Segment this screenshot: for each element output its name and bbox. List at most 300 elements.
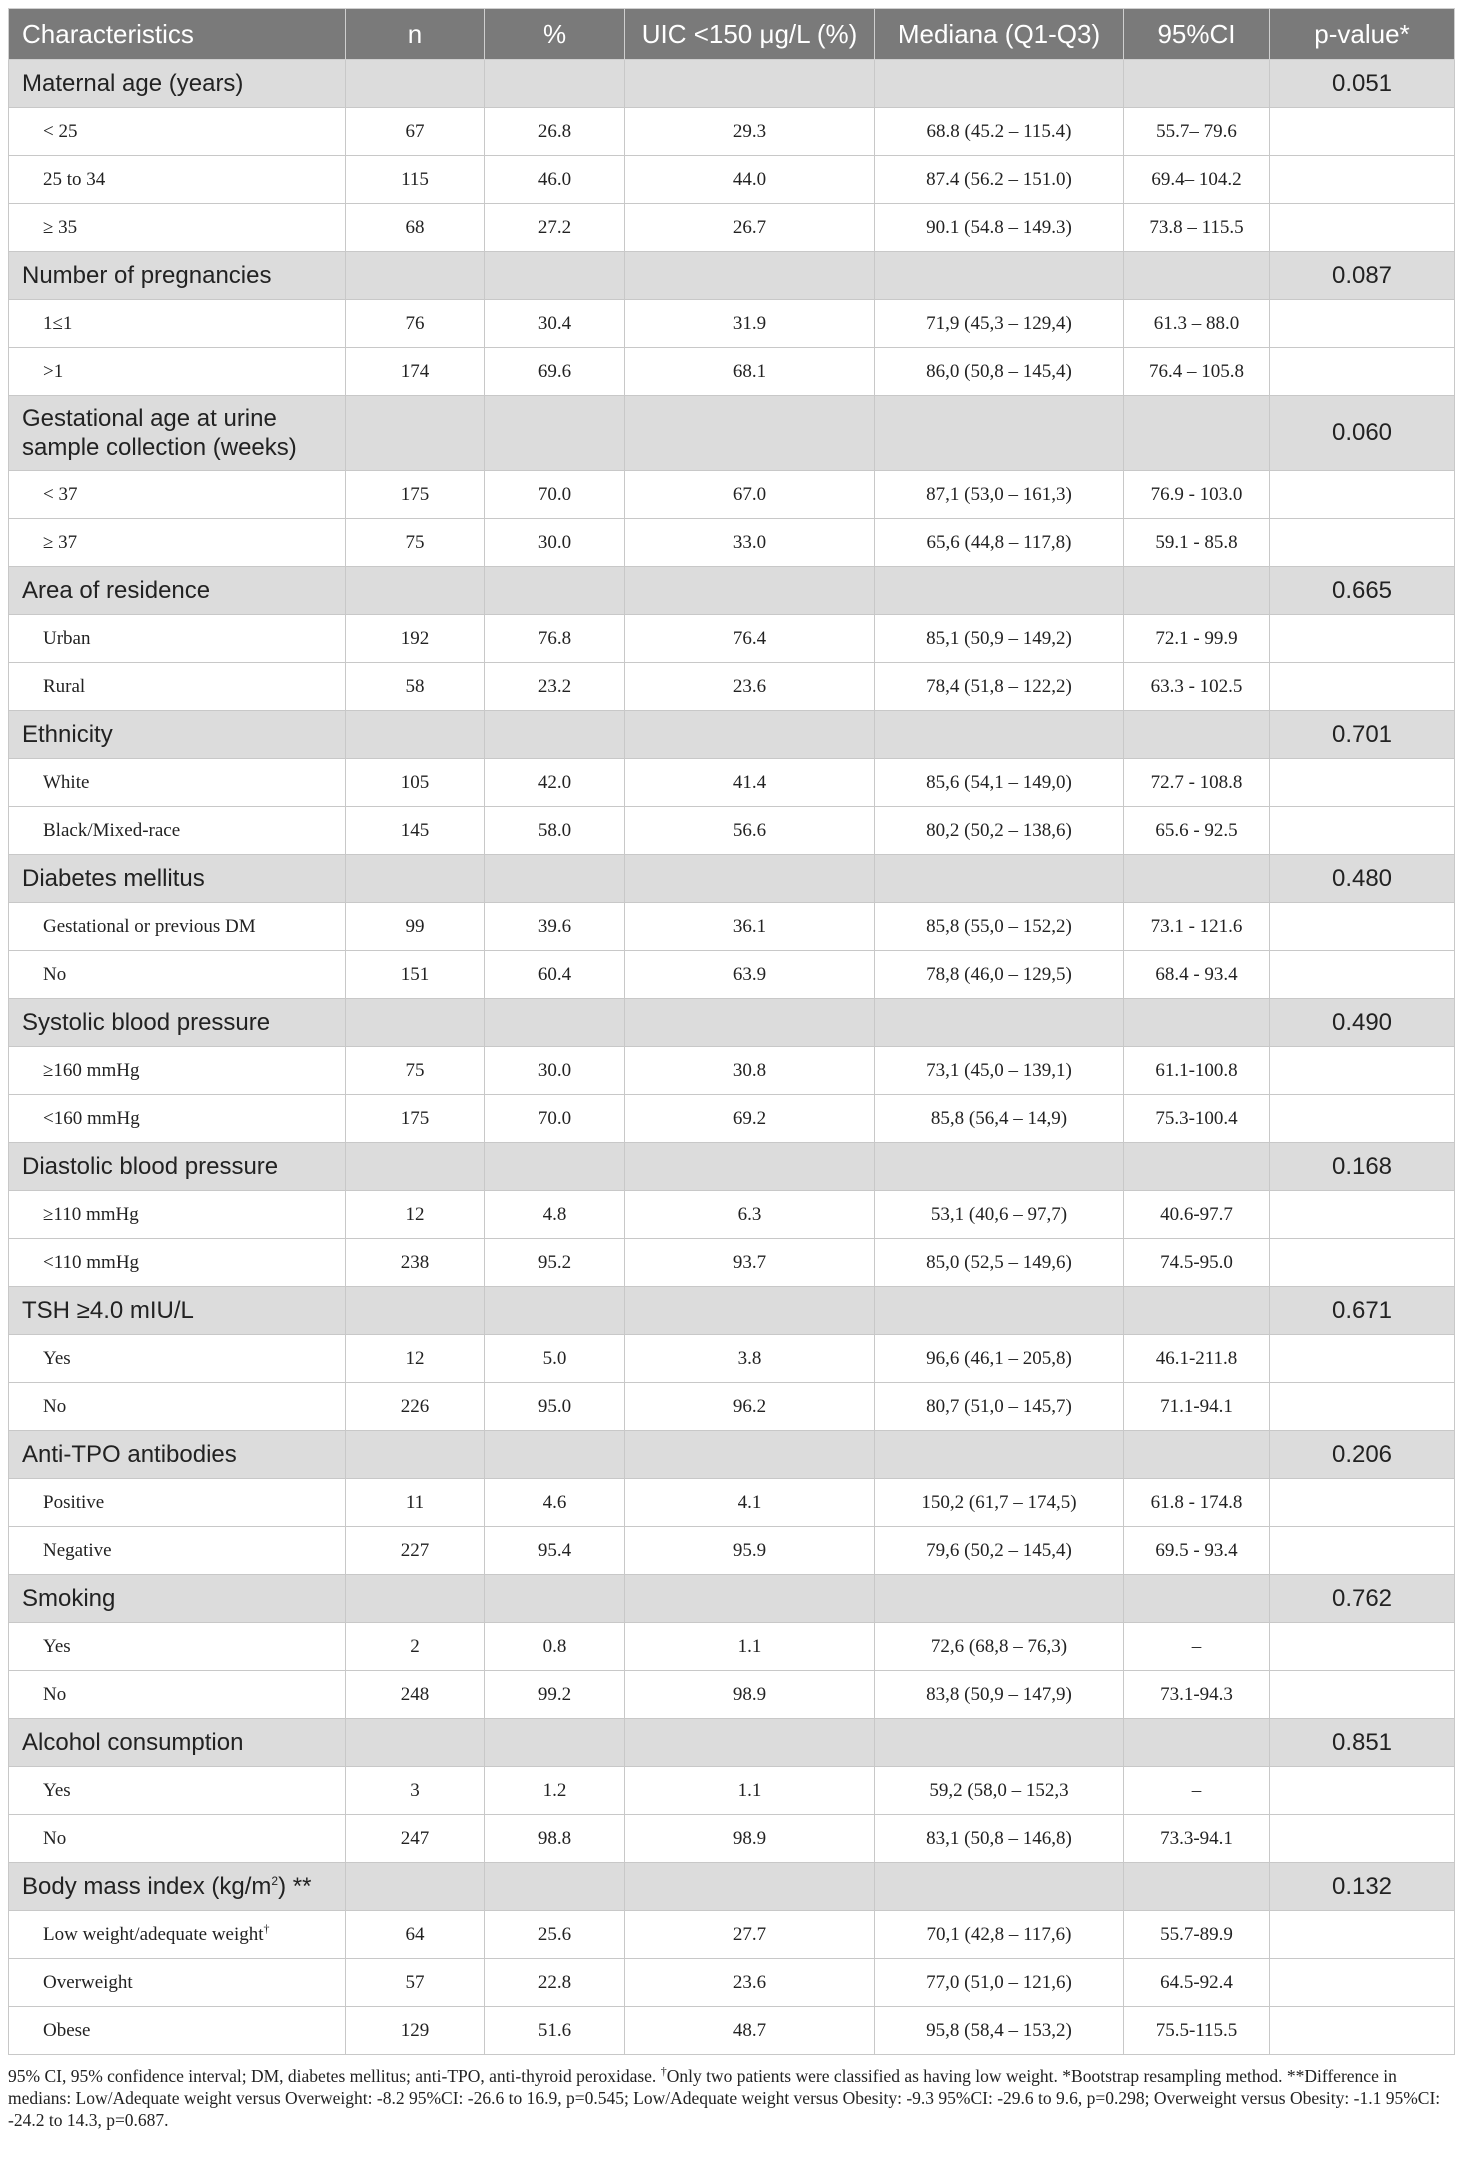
cell-n: 68 [346,204,485,252]
row-label [9,1527,346,1575]
section-row [9,1287,1455,1335]
characteristics-table [8,8,1455,2055]
cell-uic: 56.6 [625,807,875,855]
row-label [9,759,346,807]
empty-cell [485,252,625,300]
cell-uic: 68.1 [625,348,875,396]
cell-median: 83,1 (50,8 – 146,8) [875,1815,1124,1863]
table-row [9,1815,1455,1863]
empty-cell [625,1863,875,1911]
cell-uic: 4.1 [625,1479,875,1527]
empty-cell [346,252,485,300]
header-ci: 95%CI [1124,9,1270,60]
table-row [9,1383,1455,1431]
cell-p-value [1270,1239,1455,1287]
cell-percent: 95.4 [485,1527,625,1575]
row-label [9,1095,346,1143]
cell-n: 175 [346,471,485,519]
empty-cell [625,711,875,759]
section-label-text: Alcohol consumption [22,1729,244,1756]
empty-cell [346,711,485,759]
section-label-text: Gestational age at urine sample collection (weeks) [22,405,297,461]
cell-n: 75 [346,1047,485,1095]
cell-n: 12 [346,1335,485,1383]
table-row [9,1959,1455,2007]
cell-median: 150,2 (61,7 – 174,5) [875,1479,1124,1527]
row-label [9,615,346,663]
cell-n: 58 [346,663,485,711]
section-row [9,60,1455,108]
cell-ci: 69.4– 104.2 [1124,156,1270,204]
cell-uic: 98.9 [625,1815,875,1863]
row-label [9,951,346,999]
cell-percent: 0.8 [485,1623,625,1671]
section-p-value: 0.132 [1270,1863,1455,1911]
cell-n: 226 [346,1383,485,1431]
table-row [9,1095,1455,1143]
empty-cell [346,999,485,1047]
cell-ci: – [1124,1623,1270,1671]
cell-n: 67 [346,108,485,156]
cell-uic: 98.9 [625,1671,875,1719]
section-row [9,1575,1455,1623]
cell-uic: 23.6 [625,1959,875,2007]
cell-percent: 30.0 [485,519,625,567]
header-uic: UIC <150 μg/L (%) [625,9,875,60]
cell-n: 248 [346,1671,485,1719]
section-row [9,1719,1455,1767]
row-label-text: Yes [43,1347,71,1369]
table-row [9,300,1455,348]
footnote-text-start: 95% CI, 95% confidence interval; DM, diabetes mellitus; anti-TPO, anti-thyroid peroxidase. [8,2066,661,2086]
cell-percent: 25.6 [485,1911,625,1959]
section-label [9,1719,346,1767]
section-row [9,1143,1455,1191]
section-label [9,60,346,108]
section-row [9,855,1455,903]
header-characteristics: Characteristics [9,9,346,60]
cell-uic: 36.1 [625,903,875,951]
section-row [9,1863,1455,1911]
cell-n: 76 [346,300,485,348]
cell-percent: 5.0 [485,1335,625,1383]
row-label-text: ≥ 37 [43,531,78,553]
cell-median: 80,2 (50,2 – 138,6) [875,807,1124,855]
row-label [9,204,346,252]
cell-ci: 73.3-94.1 [1124,1815,1270,1863]
cell-ci: 69.5 - 93.4 [1124,1527,1270,1575]
cell-uic: 69.2 [625,1095,875,1143]
empty-cell [875,1143,1124,1191]
row-label [9,1671,346,1719]
cell-ci: 71.1-94.1 [1124,1383,1270,1431]
cell-uic: 29.3 [625,108,875,156]
row-label [9,108,346,156]
cell-median: 96,6 (46,1 – 205,8) [875,1335,1124,1383]
cell-n: 57 [346,1959,485,2007]
cell-uic: 63.9 [625,951,875,999]
cell-ci: 76.9 - 103.0 [1124,471,1270,519]
cell-uic: 3.8 [625,1335,875,1383]
cell-n: 174 [346,348,485,396]
row-label-text: Gestational or previous DM [43,915,256,937]
empty-cell [346,1431,485,1479]
cell-uic: 93.7 [625,1239,875,1287]
table-row [9,1479,1455,1527]
cell-ci: 72.7 - 108.8 [1124,759,1270,807]
empty-cell [346,1287,485,1335]
section-label [9,252,346,300]
cell-ci: 55.7– 79.6 [1124,108,1270,156]
cell-n: 227 [346,1527,485,1575]
cell-ci: 75.5-115.5 [1124,2007,1270,2055]
section-p-value: 0.168 [1270,1143,1455,1191]
cell-p-value [1270,1911,1455,1959]
empty-cell [1124,1143,1270,1191]
cell-median: 85,6 (54,1 – 149,0) [875,759,1124,807]
empty-cell [625,1143,875,1191]
cell-uic: 96.2 [625,1383,875,1431]
section-p-value: 0.701 [1270,711,1455,759]
empty-cell [625,396,875,471]
empty-cell [875,60,1124,108]
cell-median: 79,6 (50,2 – 145,4) [875,1527,1124,1575]
cell-percent: 23.2 [485,663,625,711]
table-body [9,60,1455,2055]
cell-p-value [1270,1383,1455,1431]
table-row [9,807,1455,855]
cell-n: 145 [346,807,485,855]
row-label-text: ≥ 35 [43,216,78,238]
cell-p-value [1270,1767,1455,1815]
table-row [9,204,1455,252]
cell-percent: 39.6 [485,903,625,951]
header-p-value: p-value* [1270,9,1455,60]
section-label-text: TSH ≥4.0 mIU/L [22,1297,194,1324]
empty-cell [625,1575,875,1623]
empty-cell [1124,396,1270,471]
row-label-text: No [43,1683,67,1705]
cell-uic: 1.1 [625,1623,875,1671]
cell-uic: 67.0 [625,471,875,519]
section-label [9,855,346,903]
cell-p-value [1270,2007,1455,2055]
section-p-value: 0.051 [1270,60,1455,108]
table-row [9,519,1455,567]
cell-n: 75 [346,519,485,567]
section-row [9,999,1455,1047]
cell-uic: 48.7 [625,2007,875,2055]
row-label-text: Positive [43,1491,105,1513]
cell-median: 71,9 (45,3 – 129,4) [875,300,1124,348]
cell-median: 77,0 (51,0 – 121,6) [875,1959,1124,2007]
row-label [9,663,346,711]
cell-median: 59,2 (58,0 – 152,3 [875,1767,1124,1815]
section-label [9,1575,346,1623]
cell-percent: 99.2 [485,1671,625,1719]
empty-cell [1124,1287,1270,1335]
cell-percent: 98.8 [485,1815,625,1863]
cell-median: 87,1 (53,0 – 161,3) [875,471,1124,519]
row-label-text: 1≤1 [43,312,73,334]
empty-cell [485,396,625,471]
empty-cell [875,855,1124,903]
section-label-superscript: 2 [271,1874,279,1888]
cell-uic: 6.3 [625,1191,875,1239]
section-label [9,1431,346,1479]
row-label-text: No [43,963,67,985]
empty-cell [1124,60,1270,108]
cell-uic: 44.0 [625,156,875,204]
empty-cell [625,567,875,615]
section-label [9,1143,346,1191]
table-row [9,471,1455,519]
table-row [9,615,1455,663]
table-row [9,1911,1455,1959]
row-label [9,1767,346,1815]
row-label [9,1815,346,1863]
cell-median: 83,8 (50,9 – 147,9) [875,1671,1124,1719]
cell-median: 87.4 (56.2 – 151.0) [875,156,1124,204]
empty-cell [346,60,485,108]
empty-cell [875,1575,1124,1623]
empty-cell [875,252,1124,300]
row-label-text: < 25 [43,120,78,142]
cell-uic: 33.0 [625,519,875,567]
empty-cell [346,396,485,471]
cell-p-value [1270,1047,1455,1095]
empty-cell [485,1719,625,1767]
cell-p-value [1270,156,1455,204]
cell-ci: 61.1-100.8 [1124,1047,1270,1095]
table-row [9,903,1455,951]
section-label-text: Ethnicity [22,721,113,748]
cell-median: 72,6 (68,8 – 76,3) [875,1623,1124,1671]
section-p-value: 0.490 [1270,999,1455,1047]
cell-ci: 73.1-94.3 [1124,1671,1270,1719]
row-label-text: Rural [43,675,86,697]
cell-p-value [1270,519,1455,567]
table-row [9,1335,1455,1383]
cell-p-value [1270,1527,1455,1575]
cell-p-value [1270,1095,1455,1143]
empty-cell [875,567,1124,615]
cell-p-value [1270,1815,1455,1863]
cell-n: 3 [346,1767,485,1815]
table-row [9,1623,1455,1671]
row-label [9,156,346,204]
empty-cell [1124,999,1270,1047]
row-label-text: Obese [43,2019,91,2041]
cell-median: 95,8 (58,4 – 153,2) [875,2007,1124,2055]
section-label-suffix: ) ** [278,1873,312,1900]
cell-percent: 4.8 [485,1191,625,1239]
empty-cell [875,1287,1124,1335]
empty-cell [875,711,1124,759]
cell-uic: 76.4 [625,615,875,663]
row-label-superscript: † [263,1921,270,1936]
cell-p-value [1270,204,1455,252]
row-label-text: Yes [43,1635,71,1657]
section-row [9,1431,1455,1479]
cell-p-value [1270,615,1455,663]
row-label [9,1479,346,1527]
row-label [9,1047,346,1095]
cell-percent: 70.0 [485,1095,625,1143]
row-label [9,1623,346,1671]
row-label [9,2007,346,2055]
cell-uic: 1.1 [625,1767,875,1815]
row-label-text: Low weight/adequate weight [43,1923,264,1945]
section-p-value: 0.206 [1270,1431,1455,1479]
table-row [9,1671,1455,1719]
cell-median: 78,4 (51,8 – 122,2) [875,663,1124,711]
cell-ci: 68.4 - 93.4 [1124,951,1270,999]
cell-n: 192 [346,615,485,663]
cell-p-value [1270,348,1455,396]
cell-n: 2 [346,1623,485,1671]
table-row [9,1527,1455,1575]
table-footnote [8,2065,1454,2131]
cell-median: 78,8 (46,0 – 129,5) [875,951,1124,999]
cell-percent: 22.8 [485,1959,625,2007]
empty-cell [625,855,875,903]
empty-cell [1124,1719,1270,1767]
cell-ci: 46.1-211.8 [1124,1335,1270,1383]
row-label [9,1335,346,1383]
section-label [9,1287,346,1335]
table-row [9,156,1455,204]
table-row [9,108,1455,156]
empty-cell [346,1863,485,1911]
empty-cell [485,1431,625,1479]
row-label [9,471,346,519]
cell-uic: 31.9 [625,300,875,348]
cell-uic: 26.7 [625,204,875,252]
row-label [9,300,346,348]
cell-percent: 27.2 [485,204,625,252]
cell-p-value [1270,300,1455,348]
cell-n: 105 [346,759,485,807]
cell-n: 247 [346,1815,485,1863]
table-row [9,1047,1455,1095]
row-label-text: 25 to 34 [43,168,106,190]
section-label-text: Maternal age (years) [22,70,244,97]
cell-n: 175 [346,1095,485,1143]
section-label-text: Diabetes mellitus [22,865,205,892]
cell-p-value [1270,807,1455,855]
section-row [9,711,1455,759]
cell-ci: 65.6 - 92.5 [1124,807,1270,855]
cell-uic: 27.7 [625,1911,875,1959]
footnote-text-end: Only two patients were classified as having low weight. *Bootstrap resampling method. **Difference in medians: Low/Adequate weight versus Overweight: -8.2 95%CI: -26.6 to 16.9, p=0.545; Low/Adequate weight versus Obesity: -9.3 95%CI: -29.6 to 9.6, p=0.298; Overweight versus Obesity: -1.1 95%CI: -24.2 to 14.3, p=0.687. [8,2066,1441,2130]
empty-cell [485,567,625,615]
cell-median: 85,8 (55,0 – 152,2) [875,903,1124,951]
cell-p-value [1270,903,1455,951]
cell-uic: 41.4 [625,759,875,807]
section-p-value: 0.087 [1270,252,1455,300]
empty-cell [485,1143,625,1191]
table-row [9,951,1455,999]
footnote-dagger: † [660,2064,667,2079]
cell-ci: 61.3 – 88.0 [1124,300,1270,348]
cell-p-value [1270,1623,1455,1671]
cell-ci: – [1124,1767,1270,1815]
row-label-text: Urban [43,627,91,649]
table-header-row [9,9,1455,60]
cell-percent: 30.0 [485,1047,625,1095]
cell-median: 53,1 (40,6 – 97,7) [875,1191,1124,1239]
row-label [9,348,346,396]
empty-cell [485,60,625,108]
cell-p-value [1270,759,1455,807]
section-label-text: Number of pregnancies [22,262,272,289]
empty-cell [346,1719,485,1767]
cell-n: 11 [346,1479,485,1527]
section-label-text: Systolic blood pressure [22,1009,271,1036]
cell-median: 65,6 (44,8 – 117,8) [875,519,1124,567]
header-percent: % [485,9,625,60]
cell-p-value [1270,471,1455,519]
empty-cell [1124,1431,1270,1479]
section-label [9,567,346,615]
section-row [9,567,1455,615]
header-n: n [346,9,485,60]
row-label [9,1383,346,1431]
row-label-text: No [43,1395,67,1417]
cell-p-value [1270,951,1455,999]
cell-percent: 26.8 [485,108,625,156]
table-row [9,663,1455,711]
section-label [9,711,346,759]
cell-uic: 30.8 [625,1047,875,1095]
cell-percent: 95.0 [485,1383,625,1431]
empty-cell [346,855,485,903]
cell-ci: 55.7-89.9 [1124,1911,1270,1959]
cell-p-value [1270,1335,1455,1383]
empty-cell [346,1143,485,1191]
cell-p-value [1270,1959,1455,2007]
header-median: Mediana (Q1-Q3) [875,9,1124,60]
row-label-text: White [43,771,90,793]
cell-ci: 72.1 - 99.9 [1124,615,1270,663]
section-p-value: 0.665 [1270,567,1455,615]
row-label-text: <110 mmHg [43,1251,140,1273]
cell-percent: 60.4 [485,951,625,999]
cell-percent: 51.6 [485,2007,625,2055]
cell-percent: 4.6 [485,1479,625,1527]
cell-p-value [1270,1479,1455,1527]
empty-cell [1124,1575,1270,1623]
cell-uic: 23.6 [625,663,875,711]
section-p-value: 0.851 [1270,1719,1455,1767]
cell-percent: 46.0 [485,156,625,204]
section-label-text: Area of residence [22,577,211,604]
cell-ci: 74.5-95.0 [1124,1239,1270,1287]
cell-n: 12 [346,1191,485,1239]
section-label [9,1863,346,1911]
row-label [9,1959,346,2007]
row-label-text: <160 mmHg [43,1107,140,1129]
section-row [9,252,1455,300]
empty-cell [875,1863,1124,1911]
row-label [9,903,346,951]
row-label [9,807,346,855]
section-p-value: 0.671 [1270,1287,1455,1335]
cell-p-value [1270,663,1455,711]
cell-median: 90.1 (54.8 – 149.3) [875,204,1124,252]
empty-cell [625,1431,875,1479]
